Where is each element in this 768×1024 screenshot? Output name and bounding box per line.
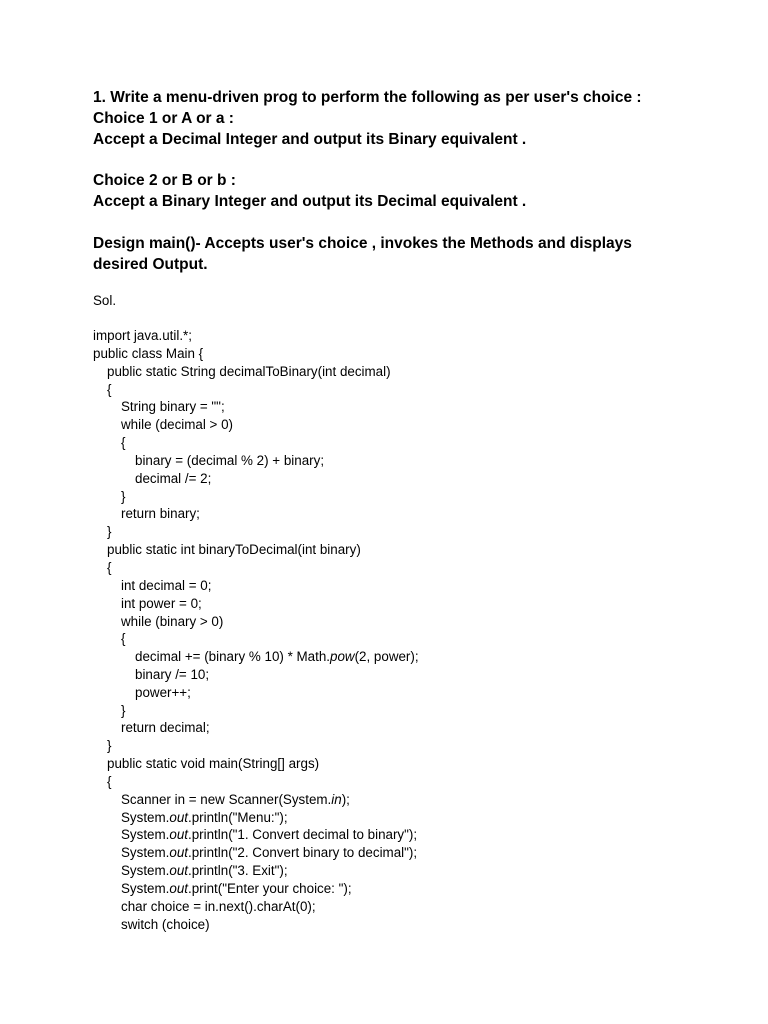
design-line-2: desired Output. [93,256,208,273]
code-text-italic: out [169,827,188,842]
choice1-text: Accept a Decimal Integer and output its Binary equivalent . [93,131,527,148]
code-line: binary = (decimal % 2) + binary; [135,453,325,468]
code-line: { [107,774,112,789]
code-text: .println("2. Convert binary to decimal"); [188,845,418,860]
code-line: while (decimal > 0) [121,417,234,432]
code-line: char choice = in.next().charAt(0); [121,899,316,914]
code-line: } [107,738,112,753]
code-line: public static String decimalToBinary(int decimal) [107,364,391,379]
code-line: } [121,489,126,504]
code-line [135,648,419,666]
code-text: .println("3. Exit"); [188,863,288,878]
code-line: String binary = ""; [121,399,225,414]
code-line [121,791,350,809]
code-line: public static int binaryToDecimal(int binary) [107,542,361,557]
code-text: decimal += (binary % 10) * Math. [135,649,330,664]
code-text: System. [121,810,170,825]
code-text: (2, power); [354,649,419,664]
code-line: } [121,703,126,718]
code-line: return binary; [121,506,200,521]
choice2-text: Accept a Binary Integer and output its Decimal equivalent . [93,193,527,210]
code-text: .print("Enter your choice: "); [188,881,352,896]
code-text: System. [121,863,170,878]
code-text-italic: pow [330,649,355,664]
code-line: decimal /= 2; [135,471,212,486]
code-text: .println("Menu:"); [188,810,288,825]
code-line: { [107,560,112,575]
code-text-italic: in [331,792,342,807]
code-text: System. [121,845,170,860]
code-line: int power = 0; [121,596,202,611]
code-line: import java.util.*; [93,328,192,343]
code-line: public class Main { [93,346,204,361]
code-text-italic: out [169,810,188,825]
code-line [121,844,417,862]
solution-label: Sol. [93,293,117,308]
question-title: 1. Write a menu-driven prog to perform the following as per user's choice : [93,89,642,106]
code-line: return decimal; [121,720,210,735]
code-line: public static void main(String[] args) [107,756,320,771]
design-line-1: Design main()- Accepts user's choice , invokes the Methods and displays [93,235,632,252]
code-line: while (binary > 0) [121,614,224,629]
choice2-heading: Choice 2 or B or b : [93,172,236,189]
code-text: System. [121,881,170,896]
code-text: System. [121,827,170,842]
code-line [121,826,417,844]
code-text-italic: out [169,845,188,860]
code-line: { [121,631,126,646]
code-line [121,809,288,827]
code-text: .println("1. Convert decimal to binary"); [188,827,418,842]
choice1-heading: Choice 1 or A or a : [93,110,234,127]
code-line [121,880,352,898]
code-line: binary /= 10; [135,667,210,682]
code-line: { [107,382,112,397]
code-line [121,862,288,880]
code-line: switch (choice) [121,917,210,932]
code-text: ); [341,792,350,807]
code-line: power++; [135,685,191,700]
code-line: { [121,435,126,450]
code-line: int decimal = 0; [121,578,212,593]
code-text-italic: out [169,881,188,896]
code-line: } [107,524,112,539]
code-text: Scanner in = new Scanner(System. [121,792,332,807]
code-text-italic: out [169,863,188,878]
